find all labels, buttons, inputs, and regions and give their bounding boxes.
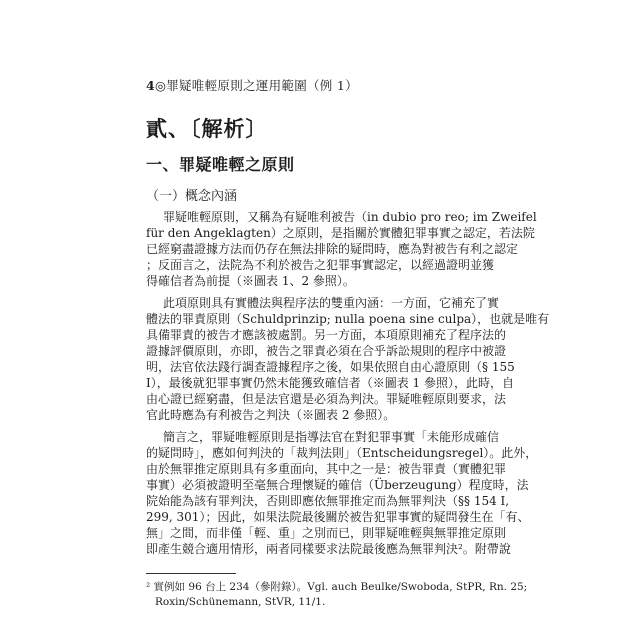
running-head-title: ◎罪疑唯輕原則之運用範圍（例 1） [155,78,358,93]
body-line: 無」之間，而非僅「輕、重」之別而已，則罪疑唯輕與無罪推定原則 [146,526,507,540]
body-line: 已經窮盡證據方法而仍存在無法排除的疑問時，應為對被告有利之認定 [146,242,519,256]
body-line: 罪疑唯輕原則，又稱為有疑唯利被告（in dubio pro reo; im Zweifel [163,210,537,224]
footnote-divider [146,573,236,574]
body-line: für den Angeklagten）之原則，是指關於實體犯罪事實之認定，若法院 [146,226,535,240]
footnote-line: Roxin/Schünemann, StVR, 11/1. [155,596,326,608]
subsub-title: （一）概念內涵 [146,189,238,204]
body-line: 明，法官依法踐行調查證據程序之後，如果依照自由心證原則（§ 155 [146,360,515,374]
body-line: 事實）必須被證明至毫無合理懷疑的確信（Überzeugung）程度時，法 [146,478,529,492]
body-line: 299, 301）；因此，如果法院最後關於被告犯罪事實的疑問發生在「有、 [146,510,530,524]
footnote-line: ² 實例如 96 台上 234（參附錄）。Vgl. auch Beulke/Swoboda, StPR, Rn. 25; [146,581,528,593]
body-line: 具備罪責的被告才應該被處罰。另一方面，本項原則補充了程序法的 [146,328,507,342]
body-line: 簡言之，罪疑唯輕原則是指導法官在對犯罪事實「未能形成確信 [163,430,500,444]
body-line: 官此時應為有利被告之判決（※圖表 2 參照）。 [146,408,396,422]
body-line: 得確信者為前提（※圖表 1、2 參照）。 [146,274,355,288]
body-line: 院始能為該有罪判決，否則即應依無罪推定而為無罪判決（§§ 154 I, [146,494,510,508]
body-line: 此項原則具有實體法與程序法的雙重內涵：一方面，它補充了實 [163,296,500,310]
body-line: ；反面言之，法院為不利於被告之犯罪事實認定，以經過證明並獲 [146,258,495,272]
body-line: 的疑問時」，應如何判決的「裁判法則」（Entscheidungsregel）。此外， [146,446,538,460]
body-line: 即產生競合適用情形，兩者同樣要求法院最後應為無罪判決²。附帶說 [146,542,511,556]
body-line: 由於無罪推定原則具有多重面向，其中之一是：被告罪責（實體犯罪 [146,462,507,476]
body-line: 證據評價原則，亦即，被告之罪責必須在合乎訴訟規則的程序中被證 [146,344,507,358]
body-line: 由心證已經窮盡，但是法官還是必須為判決。罪疑唯輕原則要求，法 [146,392,507,406]
section-title: 貳、〔解析〕 [146,116,268,141]
subsection-title: 一、罪疑唯輕之原則 [146,155,295,174]
body-line: 體法的罪責原則（Schuldprinzip; nulla poena sine culpa），也就是唯有 [146,312,550,326]
page-number: 4 [146,78,155,93]
body-line: I），最後就犯罪事實仍然未能獲致確信者（※圖表 1 參照），此時，自 [146,376,515,390]
running-head [146,76,358,94]
